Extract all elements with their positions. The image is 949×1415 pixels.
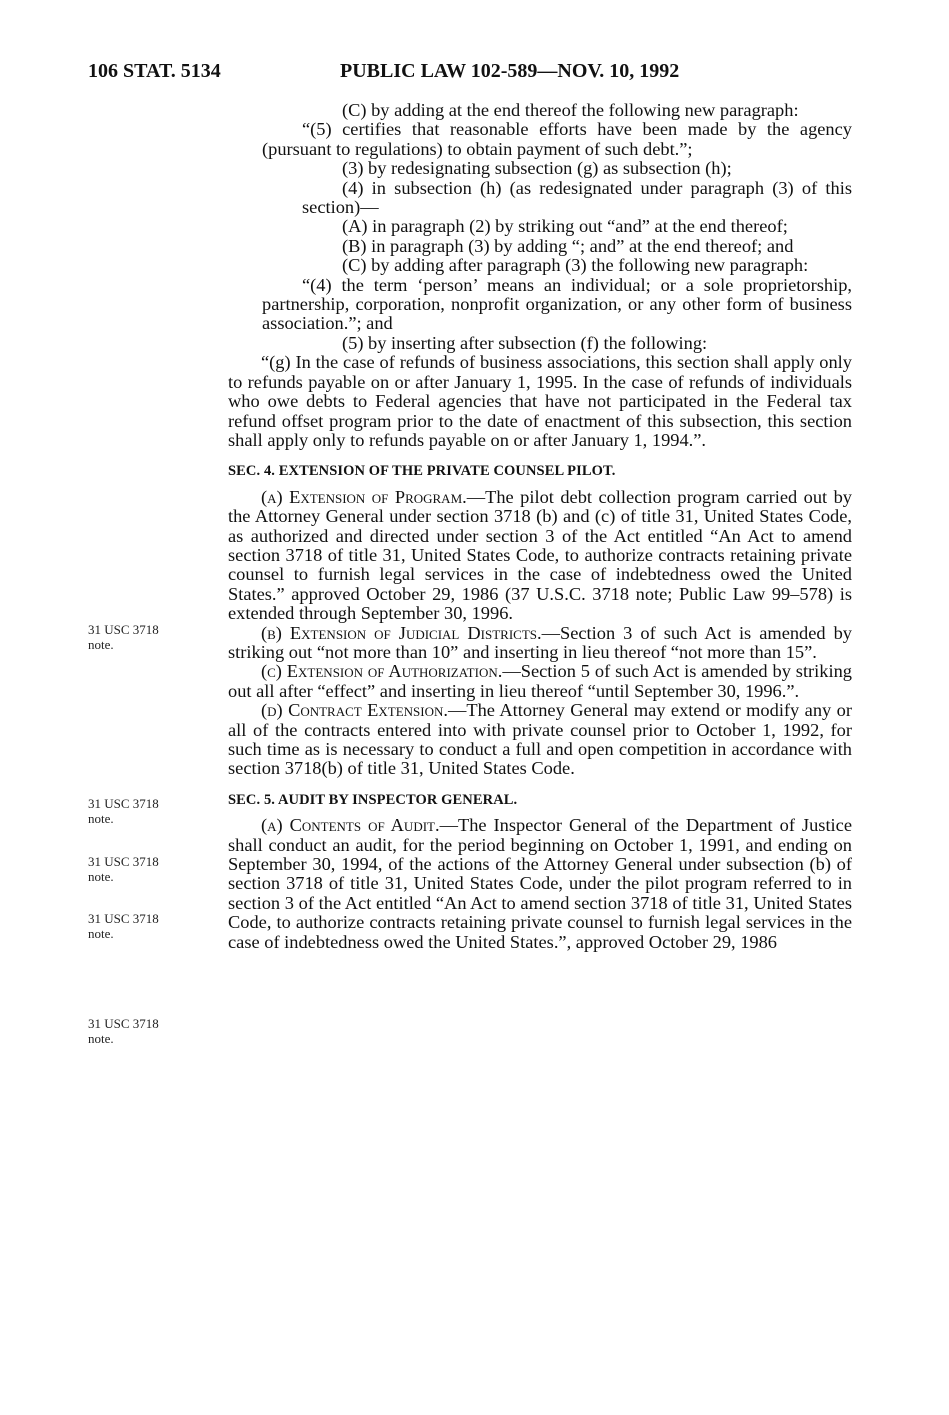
subsection-label: (a) Contents of Audit. — [261, 815, 440, 836]
paragraph: (5) by inserting after subsection (f) the following: — [342, 332, 708, 353]
paragraph: (a) Extension of Program.—The pilot debt collection program carried out by the Attorney General under section 3718 (b) and (c) of title 31, United States Code, as authorized and directed under section 3 of the Act entitled “An Act to amend section 3718 of title 31, United States Code, to authorize contracts retaining private counsel to furnish legal services in the case of indebtedness owed the United States.” approved October 29, 1986 (37 U.S.C. 3718 note; Public Law 99–578) is extended through September 30, 1996. — [228, 486, 852, 624]
section-heading: SEC. 5. AUDIT BY INSPECTOR GENERAL. — [228, 791, 518, 808]
paragraph: “(4) the term ‘person’ means an individual; or a sole proprietorship, partnership, corporation, nonprofit organization, or any other form of business association.”; and — [262, 274, 852, 334]
paragraph: (a) Contents of Audit.—The Inspector General of the Department of Justice shall conduct an audit, for the period beginning on October 1, 1991, and ending on September 30, 1994, of the actions of the Attorney General under subsection (b) of section 3718 of title 31, United States Code, under the pilot program referred to in section 3 of the Act entitled “An Act to amend section 3718 of title 31, United States Code, to authorize contracts retaining private counsel to furnish legal services in the case of indebtedness owed the United States.”, approved October 29, 1986 — [228, 815, 852, 952]
margin-note: 31 USC 3718 note. — [88, 796, 159, 826]
paragraph: (A) in paragraph (2) by striking out “and” at the end thereof; — [342, 216, 788, 237]
paragraph: (3) by redesignating subsection (g) as subsection (h); — [342, 158, 732, 179]
paragraph: (4) in subsection (h) (as redesignated under paragraph (3) of this section)— — [302, 177, 852, 218]
statute-body — [228, 101, 852, 952]
margin-note: 31 USC 3718 note. — [88, 1016, 159, 1046]
margin-note: 31 USC 3718 note. — [88, 911, 159, 941]
law-title: PUBLIC LAW 102-589—NOV. 10, 1992 — [340, 60, 680, 82]
paragraph: (d) Contract Extension.—The Attorney General may extend or modify any or all of the contracts entered into with private counsel prior to October 1, 1992, for such time as is necessary to conduct a full and open competition in accordance with section 3718(b) of title 31, United States Code. — [228, 700, 852, 779]
section-heading: SEC. 4. EXTENSION OF THE PRIVATE COUNSEL PILOT. — [228, 463, 616, 480]
stat-reference: 106 STAT. 5134 — [88, 60, 221, 82]
subsection-label: (d) Contract Extension. — [261, 700, 448, 721]
paragraph: (c) Extension of Authorization.—Section 5 of such Act is amended by striking out all after “effect” and inserting in lieu thereof “until September 30, 1996.”. — [228, 661, 852, 701]
margin-note: 31 USC 3718 note. — [88, 854, 159, 884]
paragraph: (B) in paragraph (3) by adding “; and” at the end thereof; and — [342, 235, 794, 256]
paragraph: “(5) certifies that reasonable efforts have been made by the agency (pursuant to regulations) to obtain payment of such debt.”; — [262, 119, 852, 159]
margin-note: 31 USC 3718 note. — [88, 622, 159, 652]
subsection-label: (b) Extension of Judicial Districts. — [261, 622, 542, 643]
paragraph: (C) by adding after paragraph (3) the following new paragraph: — [342, 255, 809, 276]
subsection-label: (c) Extension of Authorization. — [261, 661, 503, 682]
paragraph: (C) by adding at the end thereof the following new paragraph: — [342, 100, 799, 120]
paragraph: “(g) In the case of refunds of business associations, this section shall apply only to refunds payable on or after January 1, 1995. In the case of refunds of individuals who owe debts to Federal agencies that have not participated in the Federal tax refund offset program prior to the date of enactment of this subsection, this section shall apply only to refunds payable on or after January 1, 1994.”. — [228, 352, 852, 450]
subsection-label: (a) Extension of Program. — [261, 486, 467, 507]
paragraph: (b) Extension of Judicial Districts.—Section 3 of such Act is amended by striking out “not more than 10” and inserting in lieu thereof “not more than 15”. — [228, 622, 852, 662]
page-header — [88, 60, 849, 88]
